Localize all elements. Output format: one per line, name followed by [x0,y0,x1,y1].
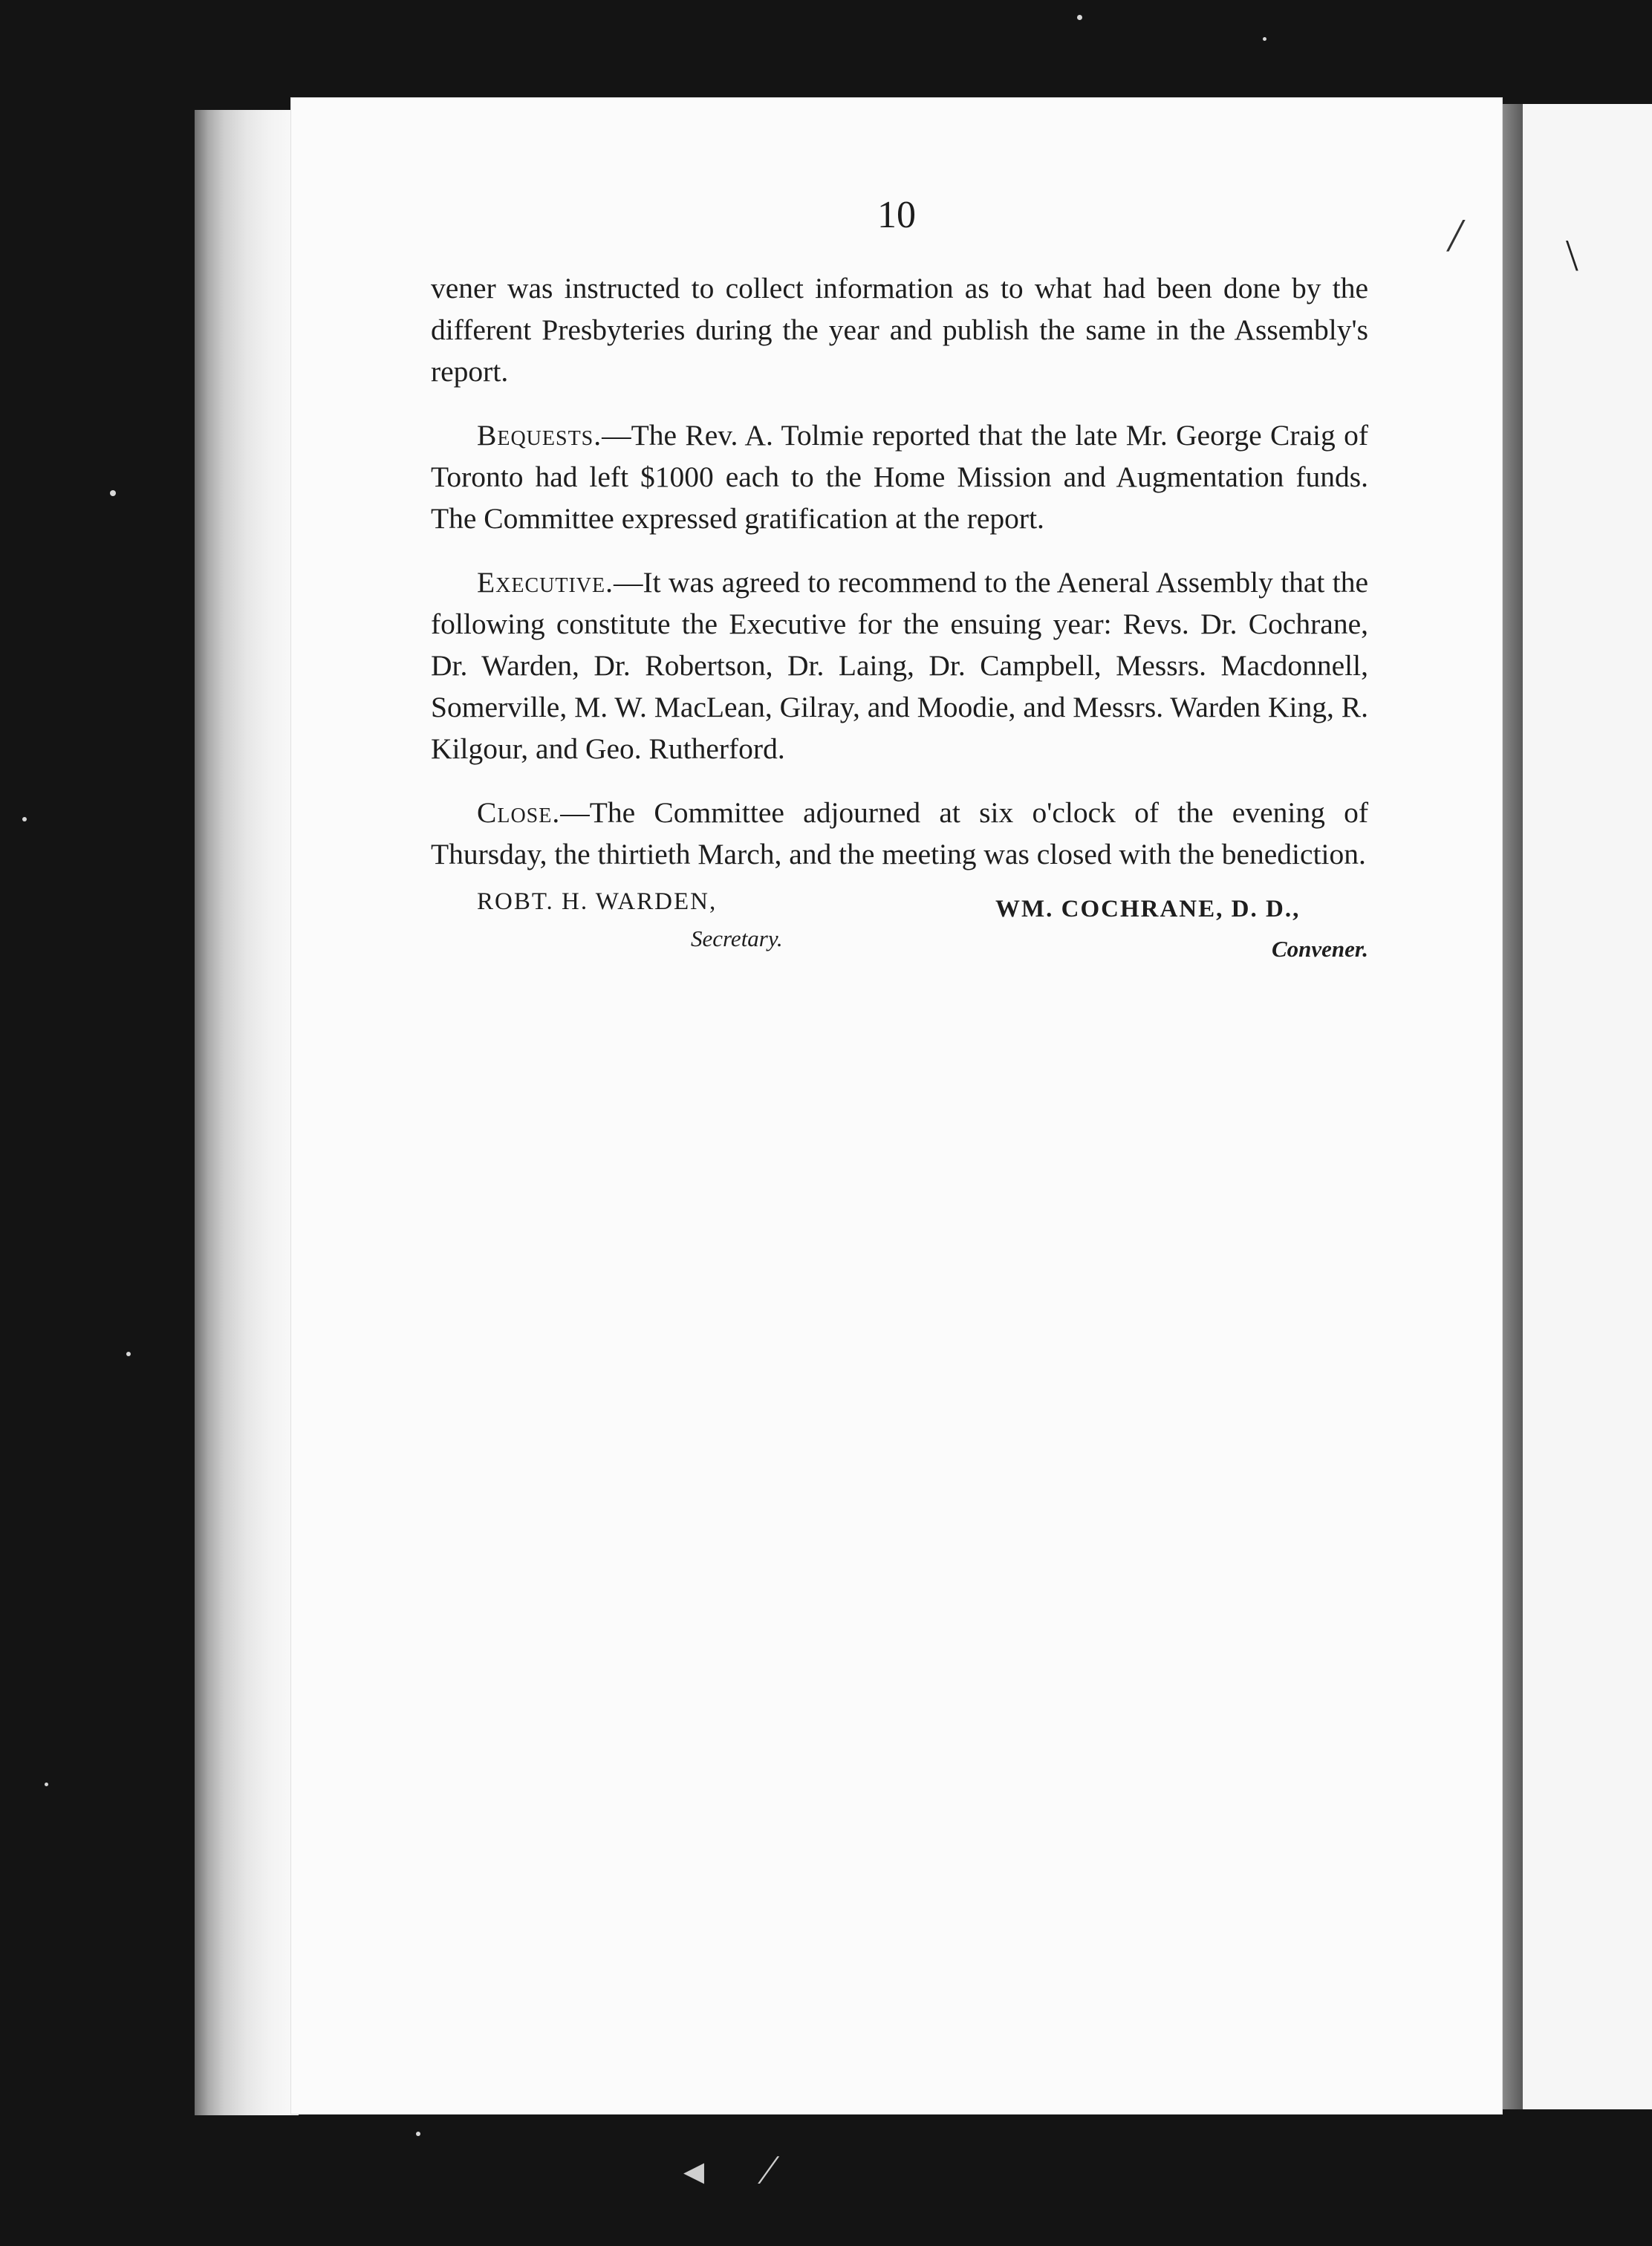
paragraph-heading: Executive. [477,566,614,599]
paragraph-close [431,792,1368,875]
facing-page-mark: \ [1566,231,1578,280]
convener-name: WM. COCHRANE, D. D., [995,896,1301,922]
facing-page [1523,104,1652,2109]
paragraph-text: —The Committee adjourned at six o'clock of the evening of Thursday, the thirtieth March, and the meeting was closed with the benediction. [431,796,1368,870]
film-mark: ⁄ [765,2147,773,2193]
page-stack-edges [195,110,299,2115]
film-speck [45,1783,48,1786]
paragraph-text: vener was instructed to collect information as to what had been done by the different Presbyteries during the year and publish the same in the Assembly's report. [431,272,1368,388]
film-speck [1263,37,1266,41]
paragraph-heading: Bequests. [477,419,602,452]
film-speck [110,490,116,496]
film-speck [22,817,27,821]
document-page [291,98,1502,2114]
page-number: 10 [877,194,916,236]
paragraph-text: —It was agreed to recommend to the Aeneral Assembly that the following constitute the Executive for the ensuing year: Revs. Dr. Cochrane, Dr. Warden, Dr. Robertson, Dr. Laing, Dr. Campbell, Messrs. Macdonnell, Somerville, M. W. MacLean, Gilray, and Moodie, and Messrs. Warden King, R. Kilgour, and Geo. Rutherford. [431,566,1368,765]
paragraph-heading: Close. [477,796,561,829]
paragraph-executive [431,562,1368,769]
paragraph-continuation [431,267,1368,392]
secretary-name: ROBT. H. WARDEN, [477,888,718,915]
body-text [431,267,1368,963]
film-mark: ◂ [683,2148,705,2194]
film-speck [1077,15,1082,20]
paragraph-bequests [431,414,1368,539]
film-speck [416,2132,420,2136]
gutter-shadow [1500,104,1523,2109]
film-speck [126,1352,131,1356]
margin-pencil-mark: / [1448,209,1462,261]
secretary-title: Secretary. [691,925,783,951]
convener-title: Convener. [1271,936,1368,962]
signature-block [431,881,1368,963]
paragraph-text: —The Rev. A. Tolmie reported that the late Mr. George Craig of Toronto had left $1000 each to the Home Mission and Augmentation funds. The Committee expressed gratification at the report. [431,419,1368,535]
